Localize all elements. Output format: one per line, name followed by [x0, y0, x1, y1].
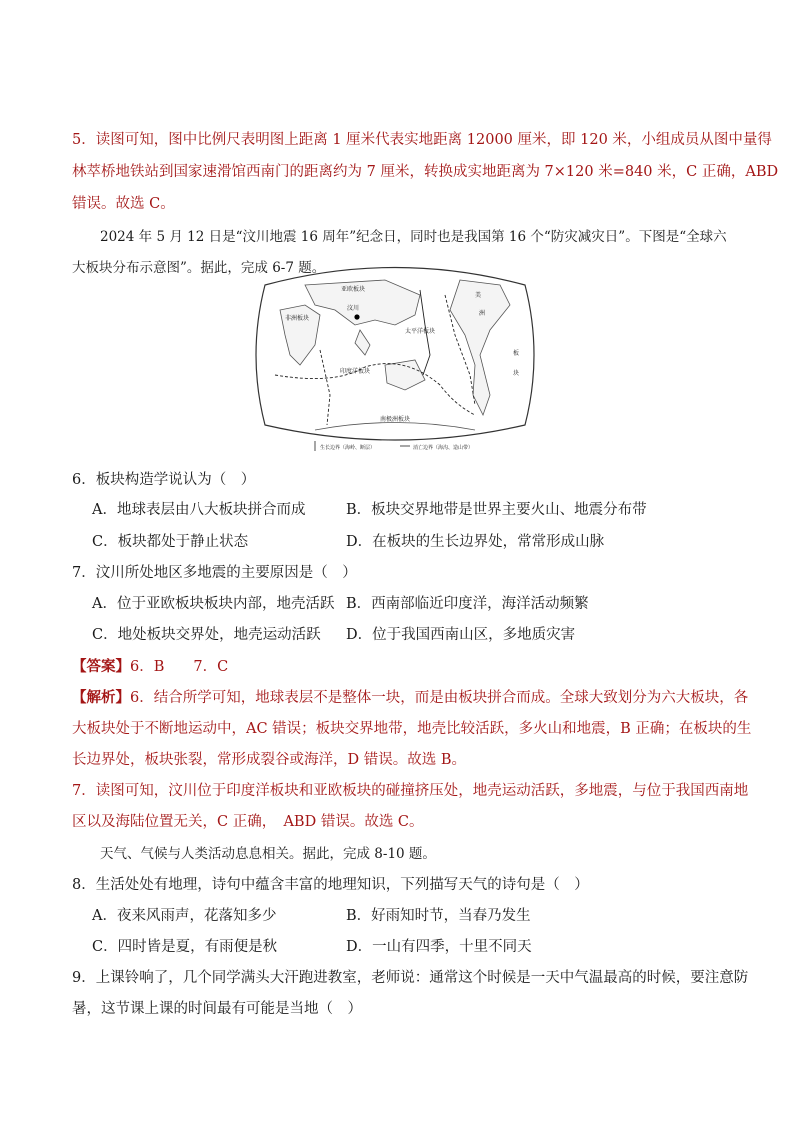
legend-subduction: 消亡边界（海沟、造山带）	[413, 445, 474, 451]
q8-option-a[interactable]: A．夜来风雨声，花落知多少	[92, 908, 277, 924]
q8-option-c[interactable]: C．四时皆是夏，有雨便是秋	[92, 939, 278, 955]
label-africa: 非洲板块	[285, 315, 310, 322]
q6-option-d[interactable]: D．在板块的生长边界处，常常形成山脉	[346, 534, 605, 550]
analysis-line4: 7．读图可知，汶川位于印度洋板块和亚欧板块的碰撞挤压处，地壳运动活跃，多地震，与位于我国西南地	[72, 783, 749, 799]
q6-option-a[interactable]: A．地球表层由八大板块拼合而成	[92, 502, 306, 518]
q8-option-b[interactable]: B．好雨知时节，当春乃发生	[346, 908, 531, 924]
q9-line1: 9．上课铃响了，几个同学满头大汗跑进教室，老师说：通常这个时候是一天中气温最高的时候，要注意防	[72, 970, 749, 986]
intro810: 天气、气候与人类活动息息相关。据此，完成 8-10 题。	[100, 846, 436, 862]
q7-option-a[interactable]: A．位于亚欧板块板块内部，地壳活跃	[92, 596, 335, 612]
label-americas-4: 块	[513, 370, 520, 377]
label-wenchuan: 汶川	[347, 305, 360, 312]
q9-line2: 暑，这节课上课的时间最有可能是当地（ ）	[72, 1001, 362, 1017]
exp5-line1: 5．读图可知，图中比例尺表明图上距离 1 厘米代表实地距离 12000 厘米，即 120 米，小组成员从图中量得	[72, 132, 772, 148]
analysis-line3: 长边界处，板块张裂，常形成裂谷或海洋，D 错误。故选 B。	[72, 752, 466, 768]
analysis-text-1: 6．结合所学可知，地球表层不是整体一块，而是由板块拼合而成。全球大致划分为六大板块，各	[130, 690, 749, 706]
answer-67	[72, 655, 228, 676]
q7-option-b[interactable]: B．西南部临近印度洋，海洋活动频繁	[346, 596, 589, 612]
label-americas-3: 板	[513, 350, 520, 357]
label-americas-1: 美	[475, 292, 482, 299]
legend-growth: 生长边界（海岭、断层）	[320, 445, 376, 451]
label-antarctic: 南极洲板块	[380, 416, 411, 423]
label-americas-2: 洲	[479, 310, 486, 317]
analysis-line5: 区以及海陆位置无关，C 正确， ABD 错误。故选 C。	[72, 814, 424, 830]
label-pacific: 太平洋板块	[405, 328, 436, 335]
answer-tag: 【答案】	[72, 658, 130, 675]
intro67-line2: 大板块分布示意图”。据此，完成 6-7 题。	[72, 260, 326, 276]
q7-option-c[interactable]: C．地处板块交界处，地壳运动活跃	[92, 627, 321, 643]
label-indian: 印度洋板块	[340, 368, 371, 375]
q6-stem: 6．板块构造学说认为（ ）	[72, 472, 256, 488]
analysis-line2: 大板块处于不断地运动中，AC 错误；板块交界地带，地壳比较活跃，多火山和地震，B 正确；在板块的生	[72, 721, 752, 737]
q7-stem: 7．汶川所处地区多地震的主要原因是（ ）	[72, 565, 357, 581]
exp5-line2: 林萃桥地铁站到国家速滑馆西南门的距离约为 7 厘米，转换成实地距离为 7×120 米=840 米，C 正确，ABD	[72, 164, 779, 180]
world-plates-map	[245, 255, 545, 455]
analysis-tag: 【解析】	[72, 689, 130, 706]
answer-text: 6．B 7．C	[130, 659, 229, 675]
analysis-line1	[72, 686, 748, 707]
q7-option-d[interactable]: D．位于我国西南山区，多地质灾害	[346, 627, 576, 643]
intro67-line1: 2024 年 5 月 12 日是“汶川地震 16 周年”纪念日，同时也是我国第 16 个“防灾减灾日”。下图是“全球六	[100, 229, 727, 245]
wenchuan-marker	[354, 314, 359, 319]
q8-stem: 8．生活处处有地理，诗句中蕴含丰富的地理知识，下列描写天气的诗句是（ ）	[72, 877, 589, 893]
q6-option-c[interactable]: C．板块都处于静止状态	[92, 534, 249, 550]
exp5-line3: 错误。故选 C。	[72, 196, 175, 212]
q8-option-d[interactable]: D．一山有四季，十里不同天	[346, 939, 532, 955]
q6-option-b[interactable]: B．板块交界地带是世界主要火山、地震分布带	[346, 502, 647, 518]
label-eurasia: 亚欧板块	[341, 286, 366, 293]
